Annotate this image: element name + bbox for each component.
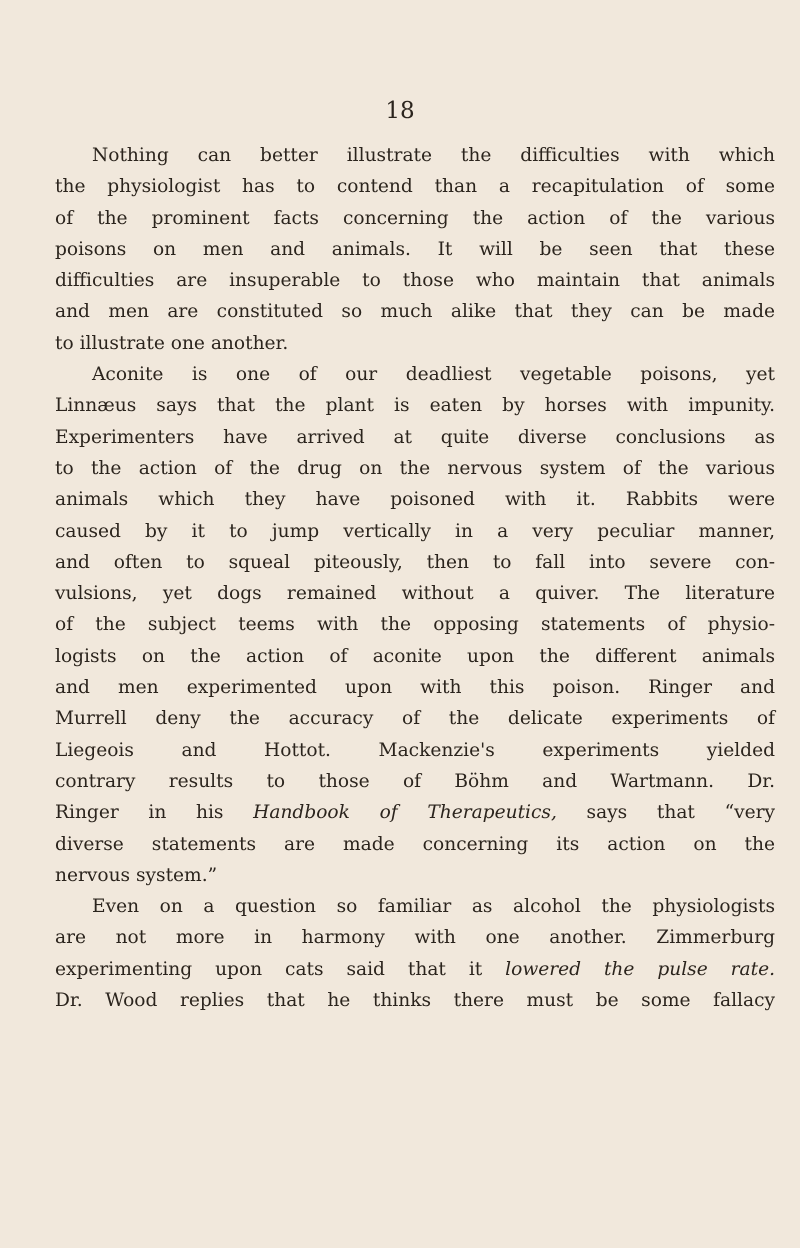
text-line: Even on a question so familiar as alcohol the physiologists <box>92 896 775 918</box>
text-line: and often to squeal piteously, then to fall into severe con- <box>55 551 775 573</box>
book-title: Handbook of Therapeutics, <box>253 802 557 824</box>
text-line: are not more in harmony with one another. Zimmerburg <box>55 927 775 949</box>
text-line: and men are constituted so much alike that they can be made <box>55 301 775 323</box>
text-line-with-quote <box>55 954 775 985</box>
text-line: diverse statements are made concerning its action on the <box>55 833 775 855</box>
text-fragment: says that “very <box>556 802 775 824</box>
text-fragment: experimenting upon cats said that it <box>55 958 506 980</box>
text-line: animals which they have poisoned with it. Rabbits were <box>55 489 775 511</box>
text-fragment: Ringer in his <box>55 802 254 824</box>
text-line: Nothing can better illustrate the difficulties with which <box>92 145 775 166</box>
text-line-with-citation <box>55 797 775 828</box>
text-line: of the subject teems with the opposing statements of physio- <box>55 614 775 636</box>
text-line: logists on the action of aconite upon the different animals <box>55 645 775 667</box>
text-line: and men experimented upon with this poison. Ringer and <box>55 677 775 699</box>
text-line: vulsions, yet dogs remained without a quiver. The literature <box>55 583 775 605</box>
quoted-phrase: lowered the pulse rate. <box>505 958 775 980</box>
text-line: Aconite is one of our deadliest vegetable poisons, yet <box>92 364 775 386</box>
text-line: poisons on men and animals. It will be seen that these <box>55 238 775 260</box>
page-number: 18 <box>385 98 415 124</box>
text-line: the physiologist has to contend than a recapitulation of some <box>55 176 775 198</box>
text-line: to the action of the drug on the nervous system of the various <box>55 457 775 479</box>
body-text <box>55 140 775 1016</box>
text-line: Experimenters have arrived at quite diverse conclusions as <box>55 426 775 448</box>
text-line: Liegeois and Hottot. Mackenzie's experiments yielded <box>55 739 775 761</box>
text-line: contrary results to those of Böhm and Wartmann. Dr. <box>55 770 775 792</box>
text-line: Linnæus says that the plant is eaten by horses with impunity. <box>55 395 775 417</box>
text-line: of the prominent facts concerning the action of the various <box>55 207 775 229</box>
text-line: Dr. Wood replies that he thinks there must be some fallacy <box>55 990 775 1012</box>
text-line: to illustrate one another. <box>55 332 289 354</box>
text-line: nervous system.” <box>55 864 218 886</box>
text-line: difficulties are insuperable to those who maintain that animals <box>55 270 775 292</box>
text-line: Murrell deny the accuracy of the delicate experiments of <box>55 708 775 730</box>
text-line: caused by it to jump vertically in a very peculiar manner, <box>55 520 775 542</box>
